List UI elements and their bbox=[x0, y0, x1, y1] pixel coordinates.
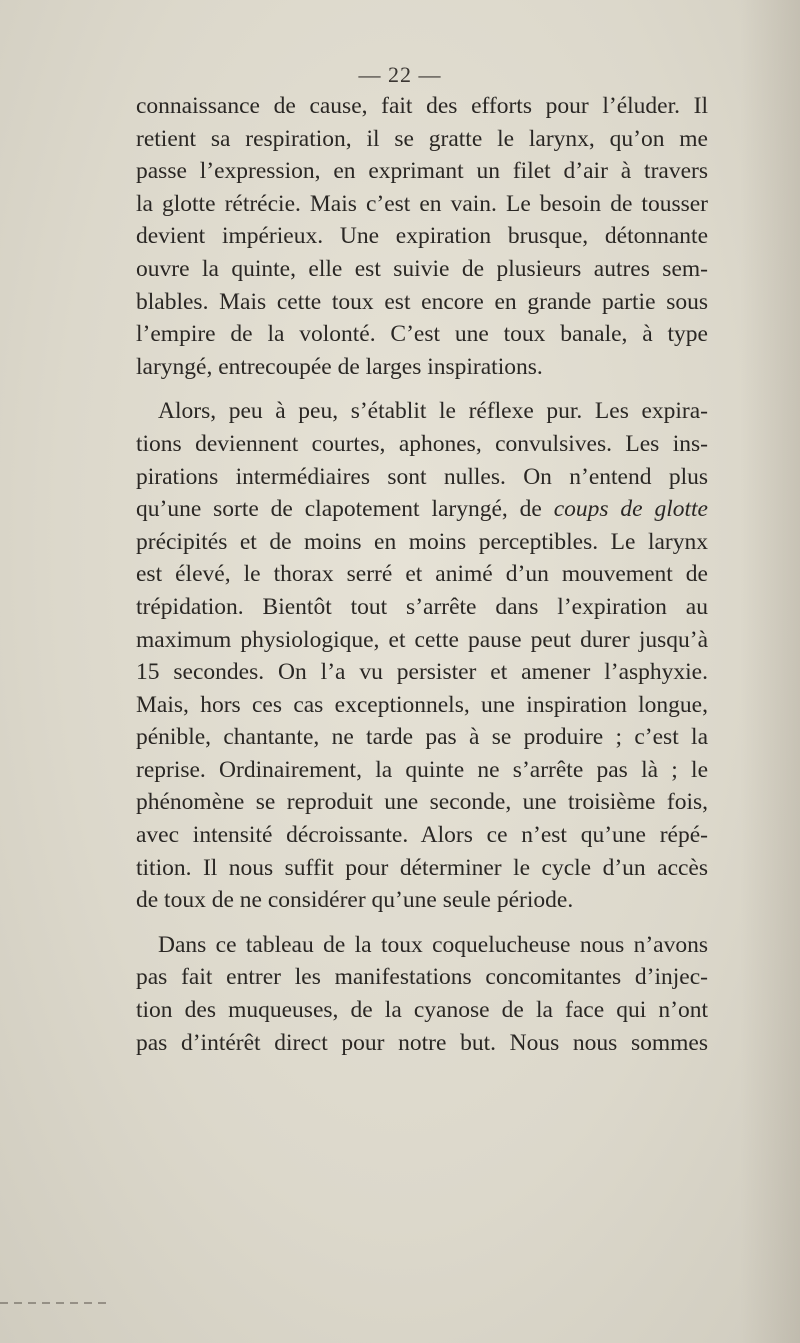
text-line: retient sa respiration, il se gratte le larynx, qu’on me bbox=[136, 125, 708, 152]
text-line-with-italic bbox=[136, 493, 708, 526]
text-line: connaissance de cause, fait des efforts pour l’éluder. Il bbox=[136, 93, 708, 119]
text-line: devient impérieux. Une expiration brusque, détonnante bbox=[136, 223, 708, 250]
text-line: pas fait entrer les manifestations concomitantes d’injec- bbox=[136, 964, 708, 991]
text-line: pirations intermédiaires sont nulles. On n’entend plus bbox=[136, 463, 708, 490]
text-line: ouvre la quinte, elle est suivie de plusieurs autres sem- bbox=[136, 255, 708, 282]
text-line: pas d’intérêt direct pour notre but. Nous nous sommes bbox=[136, 1029, 708, 1056]
text-line: la glotte rétrécie. Mais c’est en vain. Le besoin de tousser bbox=[136, 190, 708, 217]
text-line: tition. Il nous suffit pour déterminer le cycle d’un accès bbox=[136, 854, 708, 881]
text-line: passe l’expression, en exprimant un filet d’air à travers bbox=[136, 158, 708, 185]
paragraph-1 bbox=[136, 90, 708, 383]
paragraph-2 bbox=[136, 395, 708, 917]
text-line: tions deviennent courtes, aphones, convulsives. Les ins- bbox=[136, 430, 708, 457]
text-line: avec intensité décroissante. Alors ce n’est qu’une répé- bbox=[136, 822, 708, 849]
page-number: — 22 — bbox=[358, 62, 442, 87]
text-fragment: qu’une sorte de clapotement laryngé, de bbox=[136, 496, 542, 523]
text-line: phénomène se reproduit une seconde, une troisième fois, bbox=[136, 789, 708, 816]
text-line: blables. Mais cette toux est encore en grande partie sous bbox=[136, 288, 708, 315]
text-line: Alors, peu à peu, s’établit le réflexe pur. Les expira- bbox=[158, 398, 708, 425]
text-line: précipités et de moins en moins perceptibles. Le larynx bbox=[136, 528, 708, 555]
italic-phrase: coups de glotte bbox=[553, 496, 708, 523]
text-line: laryngé, entrecoupée de larges inspirations. bbox=[136, 353, 543, 380]
text-line: reprise. Ordinairement, la quinte ne s’arrête pas là ; le bbox=[136, 756, 708, 783]
body-text bbox=[136, 90, 708, 1059]
paragraph-3 bbox=[136, 929, 708, 1059]
text-line: Mais, hors ces cas exceptionnels, une inspiration longue, bbox=[136, 691, 708, 718]
page-edge-mark bbox=[0, 1302, 110, 1304]
text-line: trépidation. Bientôt tout s’arrête dans l’expiration au bbox=[136, 593, 708, 620]
text-line: est élevé, le thorax serré et animé d’un mouvement de bbox=[136, 561, 708, 588]
text-line: tion des muqueuses, de la cyanose de la face qui n’ont bbox=[136, 997, 708, 1024]
text-line: Dans ce tableau de la toux coquelucheuse nous n’avons bbox=[158, 931, 708, 958]
text-line: l’empire de la volonté. C’est une toux banale, à type bbox=[136, 321, 708, 348]
text-line: 15 secondes. On l’a vu persister et amener l’asphyxie. bbox=[136, 659, 708, 686]
text-line: maximum physiologique, et cette pause peut durer jusqu’à bbox=[136, 626, 708, 653]
text-line: pénible, chantante, ne tarde pas à se produire ; c’est la bbox=[136, 724, 708, 751]
text-line: de toux de ne considérer qu’une seule période. bbox=[136, 887, 574, 914]
